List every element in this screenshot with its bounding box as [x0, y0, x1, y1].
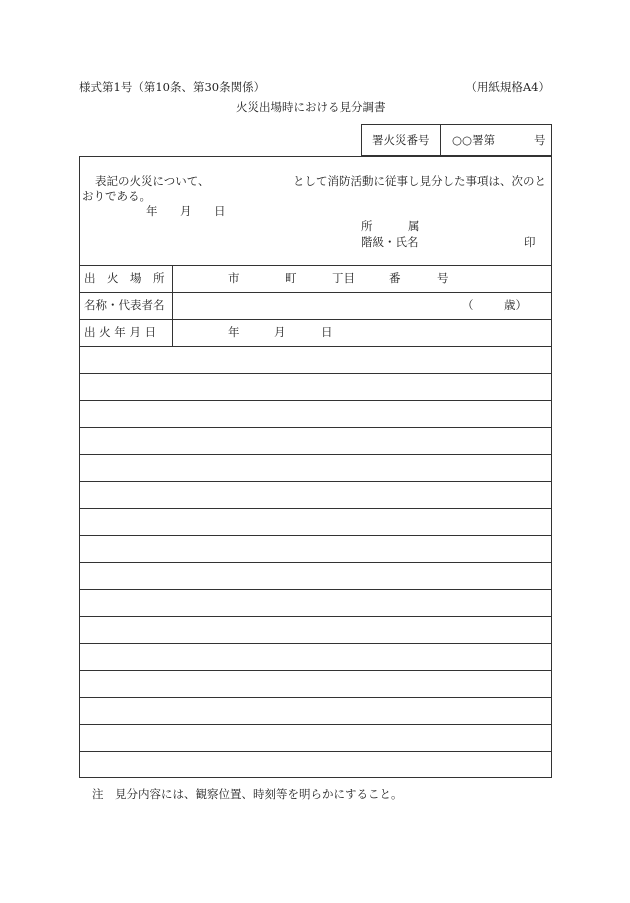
fire-date-label: 出 火 年 月 日 — [84, 325, 157, 339]
affiliation-label-1: 所 — [361, 219, 373, 233]
fire-number-value: ○○署第 — [452, 133, 496, 147]
statement-middle: として消防活動に従事し見分した事項は、次のと — [293, 174, 546, 188]
seal-mark: 印 — [524, 235, 536, 249]
table-rule — [79, 373, 552, 374]
table-rule — [79, 562, 552, 563]
fire-number-label: 署火災番号 — [372, 133, 430, 147]
table-rule — [79, 481, 552, 482]
table-rule — [79, 427, 552, 428]
rank-name-label: 階級・氏名 — [361, 235, 419, 249]
fire-date-month: 月 — [274, 325, 286, 339]
footer-note: 注 見分内容には、観察位置、時刻等を明らかにすること。 — [92, 787, 403, 801]
statement-date-month: 月 — [180, 204, 192, 218]
fire-date-year: 年 — [228, 325, 240, 339]
location-ban: 番 — [389, 271, 401, 285]
table-rule — [79, 319, 552, 320]
location-city: 市 — [228, 271, 240, 285]
table-rule — [79, 265, 552, 266]
name-label: 名称・代表者名 — [84, 298, 165, 312]
table-rule — [79, 616, 552, 617]
table-rule — [79, 670, 552, 671]
table-rule — [79, 535, 552, 536]
table-rule — [79, 508, 552, 509]
table-rule — [79, 400, 552, 401]
label-column-divider — [172, 265, 173, 346]
location-town: 町 — [285, 271, 297, 285]
statement-line2: おりである。 — [82, 189, 151, 203]
fire-date-day: 日 — [321, 325, 333, 339]
table-rule — [79, 454, 552, 455]
age-open: （ — [462, 298, 474, 312]
table-rule — [79, 292, 552, 293]
location-chome: 丁目 — [332, 271, 355, 285]
report-table — [79, 156, 552, 778]
paper-size: （用紙規格A4） — [465, 80, 550, 94]
statement-date-year: 年 — [146, 204, 158, 218]
statement-date-day: 日 — [214, 204, 226, 218]
table-rule — [79, 589, 552, 590]
age-close: 歳） — [504, 298, 527, 312]
location-go: 号 — [437, 271, 449, 285]
table-rule — [79, 346, 552, 347]
form-number: 様式第1号（第10条、第30条関係） — [79, 80, 266, 94]
table-rule — [79, 724, 552, 725]
table-rule — [79, 643, 552, 644]
affiliation-label-2: 属 — [408, 219, 420, 233]
fire-number-divider — [440, 124, 441, 156]
table-rule — [79, 751, 552, 752]
fire-number-suffix: 号 — [534, 133, 546, 147]
location-label: 出 火 場 所 — [84, 271, 165, 285]
table-rule — [79, 697, 552, 698]
statement-intro: 表記の火災について、 — [95, 174, 210, 188]
document-title: 火災出場時における見分調書 — [236, 100, 386, 114]
